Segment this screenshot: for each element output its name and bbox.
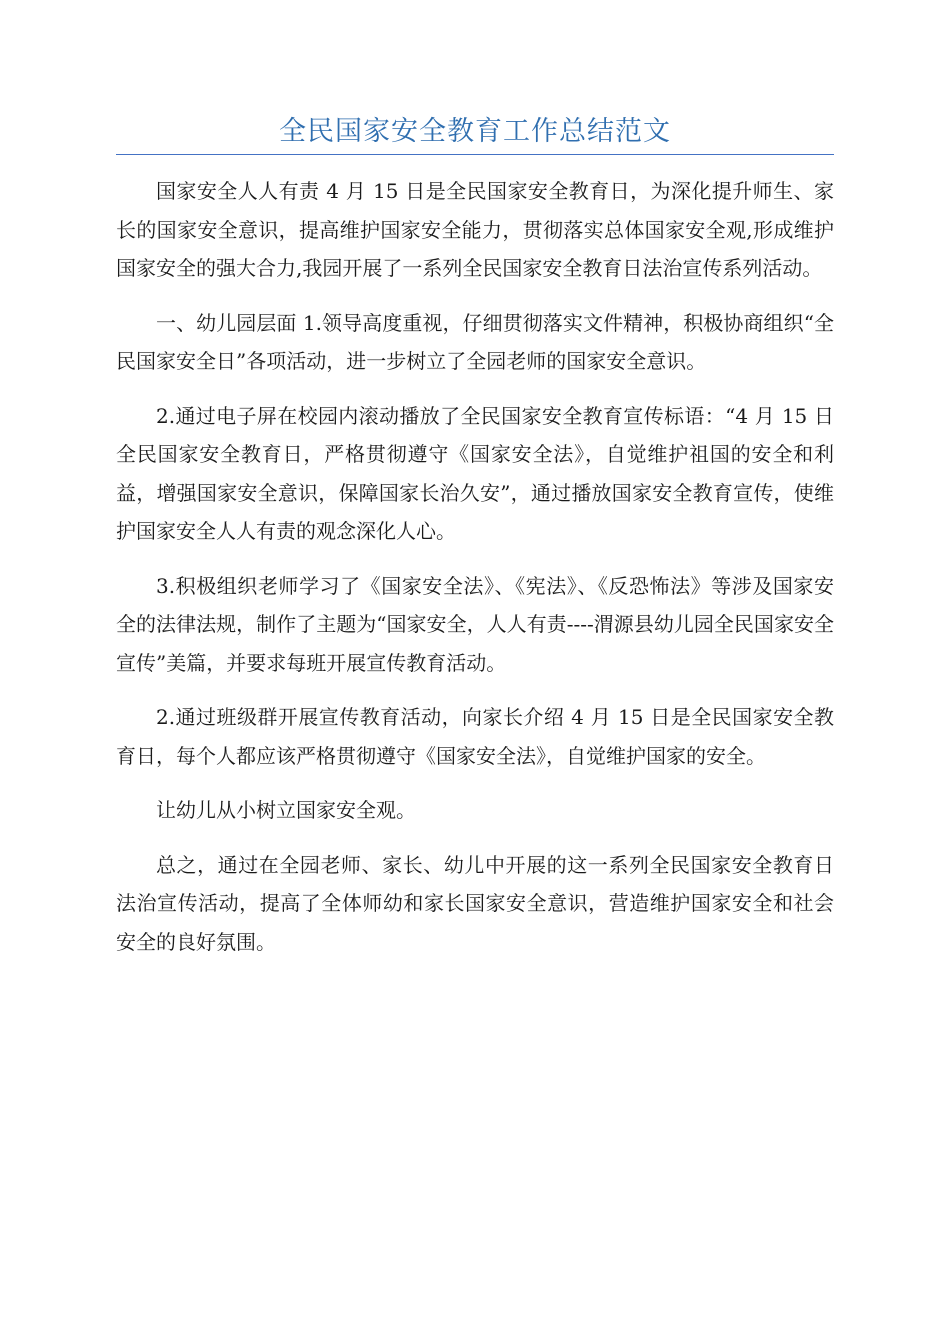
paragraph-conclusion: 总之，通过在全园老师、家长、幼儿中开展的这一系列全民国家安全教育日法治宣传活动，提高了全体师幼和家长国家安全意识，营造维护国家安全和社会安全的良好氛围。 <box>116 852 834 954</box>
paragraph-kindergarten-level: 一、幼儿园层面 1.领导高度重视，仔细贯彻落实文件精神，积极协商组织“全民国家安全日”各项活动，进一步树立了全园老师的国家安全意识。 <box>116 310 834 373</box>
document-body <box>116 172 834 977</box>
paragraph-intro: 国家安全人人有责 4 月 15 日是全民国家安全教育日，为深化提升师生、家长的国家安全意识，提高维护国家安全能力，贯彻落实总体国家安全观,形成维护国家安全的强大合力,我园开展了一系列全民国家安全教育日法治宣传系列活动。 <box>116 179 834 280</box>
title-underline <box>116 154 834 155</box>
document-title: 全民国家安全教育工作总结范文 <box>279 116 671 147</box>
paragraph-class-group: 2.通过班级群开展宣传教育活动，向家长介绍 4 月 15 日是全民国家安全教育日，每个人都应该严格贯彻遵守《国家安全法》，自觉维护国家的安全。 <box>116 705 834 768</box>
paragraph-electronic-screen: 2.通过电子屏在校园内滚动播放了全民国家安全教育宣传标语：“4 月 15 日全民国家安全教育日，严格贯彻遵守《国家安全法》，自觉维护祖国的安全和利益，增强国家安全意识，保障国家长治久安”，通过播放国家安全教育宣传，使维护国家安全人人有责的观念深化人心。 <box>116 403 834 543</box>
paragraph-children: 让幼儿从小树立国家安全观。 <box>156 798 416 822</box>
paragraph-teacher-study: 3.积极组织老师学习了《国家安全法》、《宪法》、《反恐怖法》等涉及国家安全的法律法规，制作了主题为“国家安全，人人有责----渭源县幼儿园全民国家安全宣传”美篇，并要求每班开展宣传教育活动。 <box>116 573 834 675</box>
